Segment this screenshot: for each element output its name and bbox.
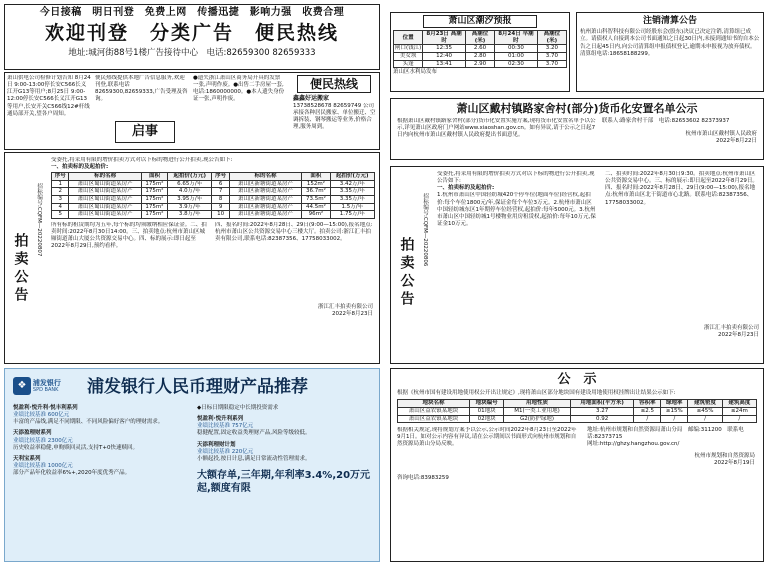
cell: 152m² [302, 180, 330, 188]
cell: 3.42万/年 [330, 180, 374, 188]
spdb-product-name: 天添利理财计划 [197, 441, 236, 448]
cell: 4 [52, 203, 69, 211]
auction2-title: 拍卖公告 [398, 237, 415, 309]
cell: 2 [52, 188, 69, 196]
cell: 3.8万/年 [168, 211, 212, 219]
spdb-products-left [13, 405, 189, 477]
relocation-date: 2022年8月22日 [716, 138, 757, 145]
spdb-logo-en: SPD BANK [32, 387, 59, 394]
cell: 萧山区益农镇某地块 [398, 415, 470, 423]
spdb-product-desc: 小额起投,按日计息,满足日常流动性管理需求。 [197, 455, 311, 462]
auction1-right-text: 四、报名时间:2022年8月28日、29日(9:00—15:00),报名地点:杭州市萧山区公共资源交易中心三楼大厅。拍卖公司:浙江汇丰拍卖有限公司,联系电话:82387356、17758033002。 [215, 221, 373, 243]
cell: 73.5m² [302, 196, 330, 204]
land-th: 地块编号 [469, 400, 503, 408]
auction2-code: 招标编号:CQFM—20220806 [422, 193, 429, 267]
cell: ≤2.5 [634, 407, 661, 415]
auction1-signer: 浙江汇丰拍卖有限公司 [317, 303, 373, 310]
land-date: 2022年8月19日 [714, 459, 755, 466]
spdb-product-rate: 业绩比较基准 1000亿元 [13, 462, 73, 469]
land-th: 容积率 [634, 400, 661, 408]
cell: 1.75万/年 [330, 211, 374, 219]
auction1-title: 拍卖公告 [12, 233, 29, 305]
spdb-top-note: ◆日标日期限稳定中长期投资需求 [197, 405, 279, 411]
land-th: 绿地率 [661, 400, 688, 408]
cell: 萧山区蜀山街道某房产 [69, 196, 141, 204]
banner-slogan: 今日接稿 明日刊登 免费上网 传播迅捷 影响力强 收费合理 [39, 7, 345, 18]
cell: 萧山区蜀山街道某房产 [69, 188, 141, 196]
spdb-product-desc: 稳健配置,固定收益类理财产品,风险等级较低。 [197, 430, 311, 437]
qishi-title: 启事 [115, 121, 175, 143]
spdb-product-name: 天添盈理财系列 [13, 430, 52, 437]
spdb-product [13, 430, 189, 451]
auction1-th: 面积 [302, 173, 330, 181]
cell: / [661, 415, 688, 423]
cell: ≤45% [688, 407, 722, 415]
cell: 6.65万/年 [168, 180, 212, 188]
tide-th: 8月24日 早潮时 [495, 31, 538, 45]
auction-notice-1 [4, 152, 380, 364]
ad-moving-head: 鑫鑫好运搬家 [293, 95, 330, 102]
cell: 2.90 [465, 60, 494, 68]
tide-note: 萧山区水利局发布 [393, 69, 438, 76]
cell: 96m² [302, 211, 330, 219]
cell: 3.70 [537, 60, 566, 68]
spdb-product-rate: 业绩比较基准 600亿元 [13, 412, 70, 419]
spdb-logo-icon: ❖ [13, 377, 31, 395]
cell: 5 [52, 211, 69, 219]
ad-hotline-info: 便民热线提供本地广告信息服务,欢迎刊登,联系电话82659300,82659333,广告受理及咨询。 [95, 75, 188, 103]
cell: 36.7m² [302, 188, 330, 196]
cell: 头蓬 [394, 60, 423, 68]
cell: 萧山区蜀山街道某房产 [69, 211, 141, 219]
cell: 7 [212, 188, 229, 196]
land-contact: 地址:杭州市规划和自然资源局萧山分局 邮编:311200 联系电话:82373715 [587, 427, 744, 441]
banner-headline: 欢迎刊登 分类广告 便民热线 [44, 21, 339, 44]
land-signer: 杭州市规划和自然资源局 [694, 452, 755, 459]
table-row [398, 407, 757, 415]
auction1-th: 面积 [141, 173, 167, 181]
cell: 萧山区新塘街道某房产 [229, 203, 301, 211]
auction2-signer: 浙江汇丰拍卖有限公司 [703, 325, 759, 331]
cell: 175m² [141, 196, 167, 204]
cell: / [634, 415, 661, 423]
classified-banner [4, 4, 380, 70]
auction1-th: 起拍价(万元) [330, 173, 374, 181]
auction1-code: 招标编号:CQFM—20220807 [36, 183, 43, 257]
tide-th: 位置 [394, 31, 423, 45]
auction1-th: 起拍价(万元) [168, 173, 212, 181]
land-th: 用地性质 [504, 400, 571, 408]
cell: M1(一类工业用地) [504, 407, 571, 415]
table-row [394, 53, 567, 61]
spdb-product-desc: 历史收益率稳健,申购赎回灵活,支持T+0快速赎回。 [13, 444, 138, 451]
spdb-products-right [197, 405, 373, 496]
auction1-body [51, 157, 375, 361]
tide-forecast [390, 12, 570, 92]
land-title: 公 示 [557, 372, 597, 387]
table-row [394, 60, 567, 68]
auction1-th: 序号 [212, 173, 229, 181]
land-th: 建筑高度 [722, 400, 756, 408]
cell: 175m² [141, 211, 167, 219]
auction1-section: 一、拍卖标的及起拍价: [51, 164, 109, 171]
cell: 萧山区蜀山街道某房产 [69, 203, 141, 211]
cell: 闸口(钱江) [395, 45, 422, 52]
table-row [52, 180, 375, 188]
spdb-logo [13, 377, 83, 401]
relocation-title: 萧山区戴村镇路家舍村(部分)货币化安置名单公示 [456, 102, 698, 115]
cell: 2.60 [465, 45, 494, 53]
land-th: 用地面积(平方米) [570, 400, 634, 408]
cell: 3.20 [537, 45, 566, 53]
table-row [52, 203, 375, 211]
relocation-notice [390, 98, 764, 160]
auction2-section: 一、拍卖标的及起拍价: [437, 185, 495, 192]
spdb-ad [4, 368, 380, 562]
banner-contact: 地址:城河街88号1楼广告接待中心 电话:82659300 82659333 [68, 48, 316, 59]
cell: 01地块 [469, 407, 503, 415]
spdb-product-name: 天利宝系列 [13, 455, 41, 462]
cell: ≥15% [661, 407, 688, 415]
cell: 萧山区新塘街道某房产 [229, 180, 301, 188]
auction-notice-2 [390, 166, 764, 364]
spdb-product-rate: 业绩比较基准 757亿元 [197, 423, 254, 430]
tide-title: 萧山区潮汐预报 [423, 15, 537, 28]
ad-notices: ●遗失浙江萧山区商务局开具的发票一张,声明作废。●出售二手房屋一套,电话:1860000000。●本人遗失身份证一张,声明作废。 [193, 75, 285, 103]
cell: 萧山区新塘街道某房产 [229, 211, 301, 219]
relocation-contact: 联系人:路家舍村干部 电话:82653602 82373937 [601, 117, 730, 124]
table-row [52, 211, 375, 219]
table-row [398, 415, 757, 423]
cell: 3.27 [570, 407, 634, 415]
spdb-product [13, 456, 189, 477]
auction1-left-text: 所有标的租赁期均为五年,每个标的均须缴纳相应保证金。二、拍卖时间:2022年8月30日14:00。三、拍卖地点:杭州市萧山区城厢街道萧山大厦公共资源交易中心。四、标的展示:即日起至2022年8月29日,预约看样。 [51, 221, 207, 250]
auction1-date: 2022年8月23日 [332, 310, 373, 317]
table-row [394, 45, 567, 53]
bianmin-title: 便民热线 [297, 75, 371, 93]
spdb-product-desc: 部分产品年化收益率6%+,2020年度优秀产品。 [13, 470, 131, 477]
cell: 3.9万/年 [168, 203, 212, 211]
land-phone-note: 咨询电话:83983259 [397, 475, 449, 482]
land-th: 地块名称 [398, 400, 470, 408]
auction1-th: 标的名称 [69, 173, 141, 181]
land-website: 网址:http://ghzy.hangzhou.gov.cn/ [587, 441, 680, 448]
auction2-body [437, 171, 759, 361]
spdb-product [13, 405, 189, 426]
spdb-product-name: 悦盈利·悦升利系列 [197, 416, 244, 423]
land-table [397, 399, 757, 423]
auction1-th: 序号 [52, 173, 69, 181]
auction1-intro: 受委托,将采用有限的增价拍卖方式对以下标的物进行公开拍卖,现公告如下: [51, 157, 233, 163]
spdb-product-desc: 丰富的产品线,满足不同期限、不同风险偏好客户的理财需求。 [13, 419, 164, 426]
cell: 1.5万/年 [330, 203, 374, 211]
relocation-body: 根据萧山区戴村镇路家舍村(部分)货币化安置实施方案,现将货币化安置名单予以公示,详见萧山区政府门户网站www.xiaoshan.gov.cn。如有异议,请于公示之日起7日内向杭州市萧山区戴村镇人民政府提出书面意见。 [397, 117, 596, 139]
cell: 6 [212, 180, 229, 188]
cell: 3.95万/年 [168, 196, 212, 204]
cell: 3.35万/年 [330, 188, 374, 196]
cell: 00:30 [495, 45, 538, 53]
land-th: 建筑密度 [688, 400, 722, 408]
cell: 美女坝 [394, 53, 423, 61]
cell: G2(防护绿地) [504, 415, 571, 423]
cell: 12:40 [423, 53, 466, 61]
cancel-title: 注销清算公告 [642, 16, 697, 26]
cell: 12:35 [423, 45, 466, 53]
tide-th: 8月23日 高潮时 [423, 31, 466, 45]
auction2-intro: 受委托,将采用有限的增价拍卖方式对以下标的物进行公开拍卖,现公告如下: [437, 171, 595, 185]
ad-moving-body: 13738528678 82659749 公司承接各种居民搬家、单位搬迁、空调拆装、钢琴搬运等业务,价格合理,服务周到。 [293, 103, 376, 131]
table-row [52, 196, 375, 204]
cell: 4.0万/年 [168, 188, 212, 196]
cell: 02地块 [469, 415, 503, 423]
cell: 8 [212, 196, 229, 204]
auction1-table [51, 172, 375, 219]
spdb-product-name: 悦盈利·悦升利·悦丰利系列 [13, 405, 78, 411]
tide-table [393, 30, 567, 68]
small-ads-row [4, 72, 380, 150]
cell: 175m² [141, 188, 167, 196]
spdb-product [197, 442, 373, 463]
spdb-product [197, 416, 373, 437]
cell: 3.35万/年 [330, 196, 374, 204]
relocation-signer: 杭州市萧山区戴村镇人民政府 [685, 130, 757, 137]
cell: 0.92 [570, 415, 634, 423]
spdb-product-rate: 业绩比较基准 2300亿元 [13, 437, 73, 444]
cell: 10 [212, 211, 229, 219]
cell: 02:30 [495, 60, 538, 68]
cell: 2.80 [465, 53, 494, 61]
land-body: 根据相关规定,现将规划方案予以公示,公示时间2022年8月23日至2022年9月1日。如对公示内容有异议,请在公示期间以书面形式向杭州市规划和自然资源局萧山分局反映。 [397, 427, 577, 448]
spdb-title: 浦发银行人民币理财产品推荐 [87, 377, 308, 397]
tide-th: 高潮位(米) [465, 31, 494, 45]
cell: 3.70 [537, 53, 566, 61]
auction1-th: 标的名称 [229, 173, 301, 181]
cell: 13:41 [423, 60, 466, 68]
cell: 萧山区新塘街道某房产 [229, 196, 301, 204]
spdb-logo-cn: 浦发银行 [32, 378, 61, 387]
cell: ≤24m [722, 407, 756, 415]
cell: 01:00 [495, 53, 538, 61]
cell: 9 [212, 203, 229, 211]
cell: 萧山区新塘街道某房产 [229, 188, 301, 196]
auction2-items: 1.杭州市萧山区中国轻纺城420个停车位(地面车位)经营权,起拍价:每个车位1800元/年,保证金每个车位3万元。2.杭州市萧山区中国轻纺城东区1年期停车位经营权,起拍价:每年5000元。3.杭州市萧山区中国轻纺城1号楼物业用房租赁权,起拍价:每年10万元,保证金10万元。 [437, 192, 596, 227]
land-notice [390, 368, 764, 562]
auction2-right-text: 二、拍卖时间:2022年8月30日9:30。拍卖地点:杭州市萧山区公共资源交易中心。三、标的展示:即日起至2022年8月29日。四、报名时间:2022年8月28日、29日(9:00—15:00),报名地点:杭州市萧山区北干街道市心北路。联系电话:82387356、17758033002。 [605, 171, 758, 206]
cell: 萧山区蜀山街道某房产 [69, 180, 141, 188]
cell: / [688, 415, 722, 423]
cell: 1 [52, 180, 69, 188]
spdb-highlight: 大额存单,三年期,年利率3.4%,20万元起,额度有限 [197, 469, 371, 495]
cell: 3 [52, 196, 69, 204]
cancel-notice [576, 12, 764, 92]
land-intro: 根据《杭州市国有建设用地使用权公开出让规定》,现将萧山区部分地块国有建设用地使用权挂牌出让结果公示如下: [397, 390, 676, 397]
cell: 175m² [141, 203, 167, 211]
auction2-date: 2022年8月23日 [718, 332, 759, 339]
tide-th: 高潮位(米) [537, 31, 566, 45]
ad-power-notice: 萧山供电公司检修计划告知 8月24日 9:00-13:00停长安C566长义江开G13等用户;8月25日 9:00-12:00停长安C566长义江开G13等用户,长安开关C566线12#杆线通局部开关,望各户周知。 [7, 75, 91, 117]
cell: / [722, 415, 756, 423]
cell: 44.5m² [302, 203, 330, 211]
cell: 萧山区益农镇某地块 [398, 407, 470, 415]
table-row [52, 188, 375, 196]
cancel-body: 杭州萧山科智科技有限公司经股东会(股东)决议已决定注销,清算组已成立。请债权人自接到本公司书面通知之日起30日内,未接到通知书的自本公告之日起45日内,向公司清算组申报债权登记,逾期未申报视为放弃债权。清算组电话:18658188299。 [580, 29, 760, 57]
cell: 175m² [141, 180, 167, 188]
spdb-product-rate: 业绩比较基准 220亿元 [197, 448, 254, 455]
